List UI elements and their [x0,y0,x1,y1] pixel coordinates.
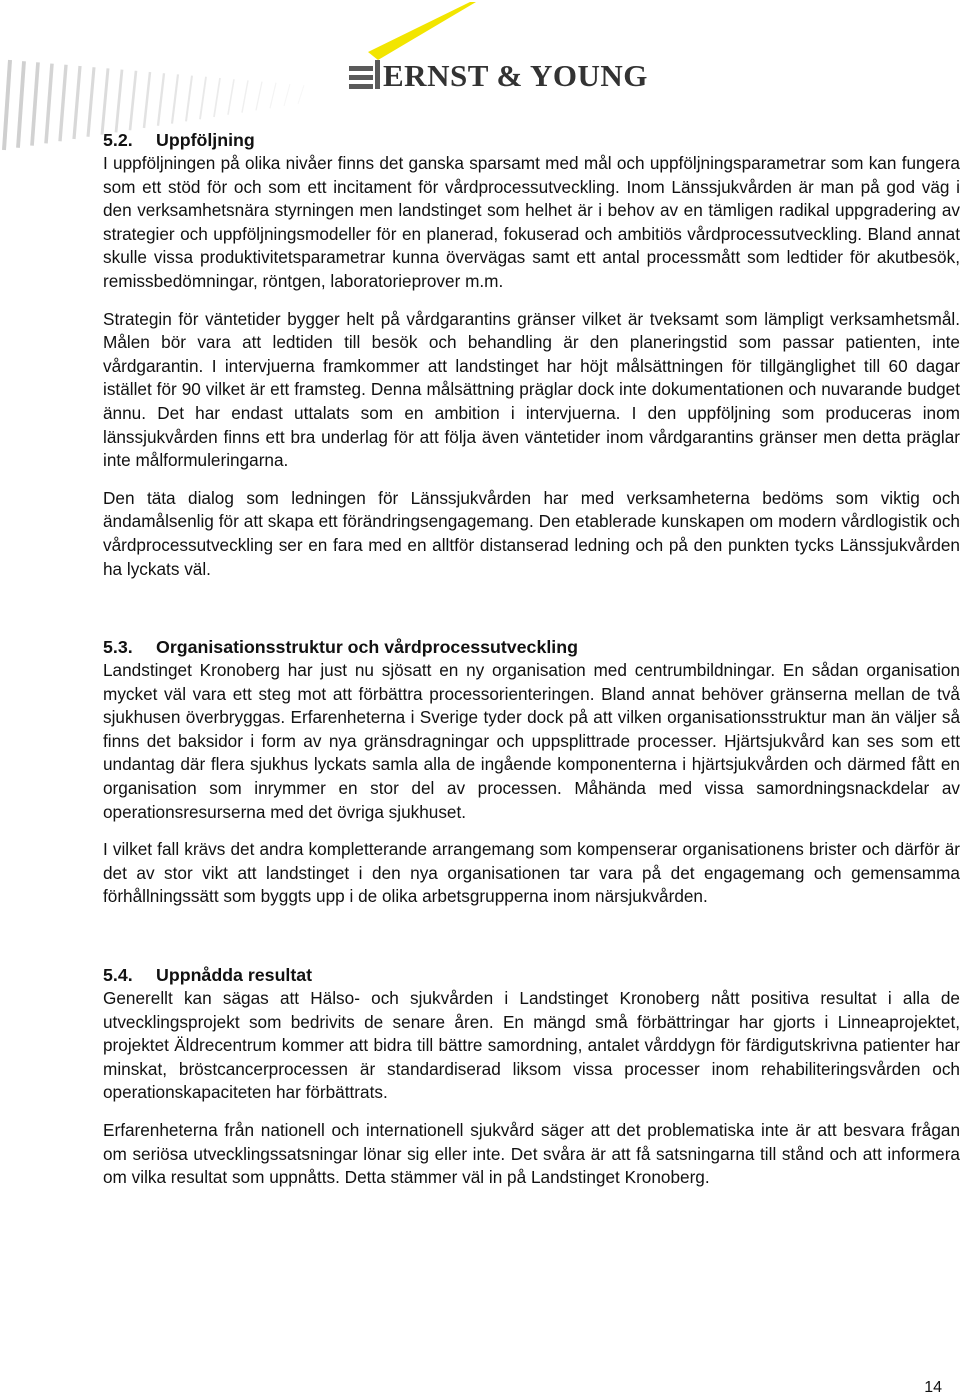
section-5-4 [103,963,960,1190]
paragraph: Landstinget Kronoberg har just nu sjösatt en ny organisation med centrumbildningar. En sådan organisation mycket väl vara ett steg mot att förbättra processorienteringen. Bland annat behöver gränserna mellan de två sjukhusen överbryggas. Erfarenheterna i Sverige tyder dock på att vilken organisationsstruktur man än väljer så finns det baksidor i form av nya gränsdragningar och uppsplittrade processer. Hjärtsjukvård kan ses som ett undantag där flera sjukhus lyckats samla alla de ingående komponenterna i hjärtsjukvården och därmed fått en organisation som inrymmer en stor del av processen. Måhända med vissa samordningsnackdelar av operationsresurserna med det övriga sjukhuset. [103,660,960,822]
paragraph: Den täta dialog som ledningen för Länssjukvården har med verksamheterna bedöms som viktig och ändamålsenlig för att skapa ett förändringsengagemang. Den etablerade kunskapen om modern vårdlogistik och vårdprocessutveckling ser en fara med en alltför distanserad ledning och på den punkten tycks Länssjukvården ha lyckats väl. [103,487,960,579]
paragraph: Strategin för väntetider bygger helt på vårdgarantins gränser vilket är tveksamt som lämpligt verksamhetsmål. Målen bör vara att ledtiden till besök och behandling är den planeringstid som passar patienten, inte vårdgarantin. I intervjuerna framkommer att landstinget har höjt målsättningen för tillgänglighet till 60 dagar istället för 90 vilket är ett framsteg. Denna målsättning präglar dock inte dokumentationen och nuvarande budget ännu. Det har endast uttalats som en ambition i intervjuerna. I den uppföljning som produceras inom länssjukvården finns ett bra underlag för att följa även väntetider inom vårdgarantins gränser men detta präglar inte målformuleringarna. [103,308,960,471]
section-heading [103,963,960,987]
section-5-2 [103,128,960,581]
paragraph: Erfarenheterna från nationell och internationell sjukvård säger att det problematiska inte är att besvara frågan om seriösa utvecklingssatsningar lönar sig eller inte. Det svåra är att få satsningarna till stånd och att informera om vilka resultat som uppnåtts. Detta stämmer väl in på Landstinget Kronoberg. [103,1120,960,1188]
section-number: 5.2. [103,130,133,150]
section-title: Uppföljning [156,130,255,150]
page-number: 14 [924,1379,942,1396]
section-heading [103,635,960,659]
ey-bars-icon [349,60,380,89]
logo-beam-icon [368,2,476,60]
paragraph: I uppföljningen på olika nivåer finns det ganska sparsamt med mål och uppföljningsparametrar som kan fungera som ett stöd för och som ett incitament för vårdprocessutveckling. Inom Länssjukvården är man på god väg i den verksamhetsnära styrningen men landstinget som helhet är i behov av en tämligen radikal uppgradering av strategier och uppföljningsmodeller för en planerad, fokuserad och ambitiös vårdprocessutveckling. Bland annat skulle vissa produktivitetsparametrar kunna övervägas samt ett antal processmått som ledtider för akutbesök, remissbedömningar, röntgen, laboratorieprover m.m. [103,153,960,291]
section-heading [103,128,960,152]
section-5-3 [103,635,960,909]
paragraph: Generellt kan sägas att Hälso- och sjukvården i Landstinget Kronoberg nått positiva resultat i alla de utvecklingsprojekt som bedrivits de senare åren. En mängd små förbättringar har gjorts i Linneaprojektet, projektet Äldrecentrum kommer att bidra till bättre samordning, antalet vårddygn för färdigutskrivna patienter har minskat, bröstcancerprocessen är standardiserad liksom vissa processer inom rehabiliteringsvården och operationskapaciteten har förbättrats. [103,988,960,1103]
section-title: Uppnådda resultat [156,965,313,986]
section-title: Organisationsstruktur och vårdprocessutveckling [156,637,578,658]
logo-wordmark: ERNST & YOUNG [383,58,648,93]
section-number: 5.4. [103,965,133,986]
document-body [103,128,960,1204]
section-number: 5.3. [103,637,133,658]
paragraph: I vilket fall krävs det andra kompletterande arrangemang som kompenserar organisationens brister och därför är det av stor vikt att landstinget i den nya organisationen tar vara på det engagemang och gemensamma förhållningssätt som byggts upp i de olika arbetsgrupperna inom närsjukvården. [103,839,960,907]
